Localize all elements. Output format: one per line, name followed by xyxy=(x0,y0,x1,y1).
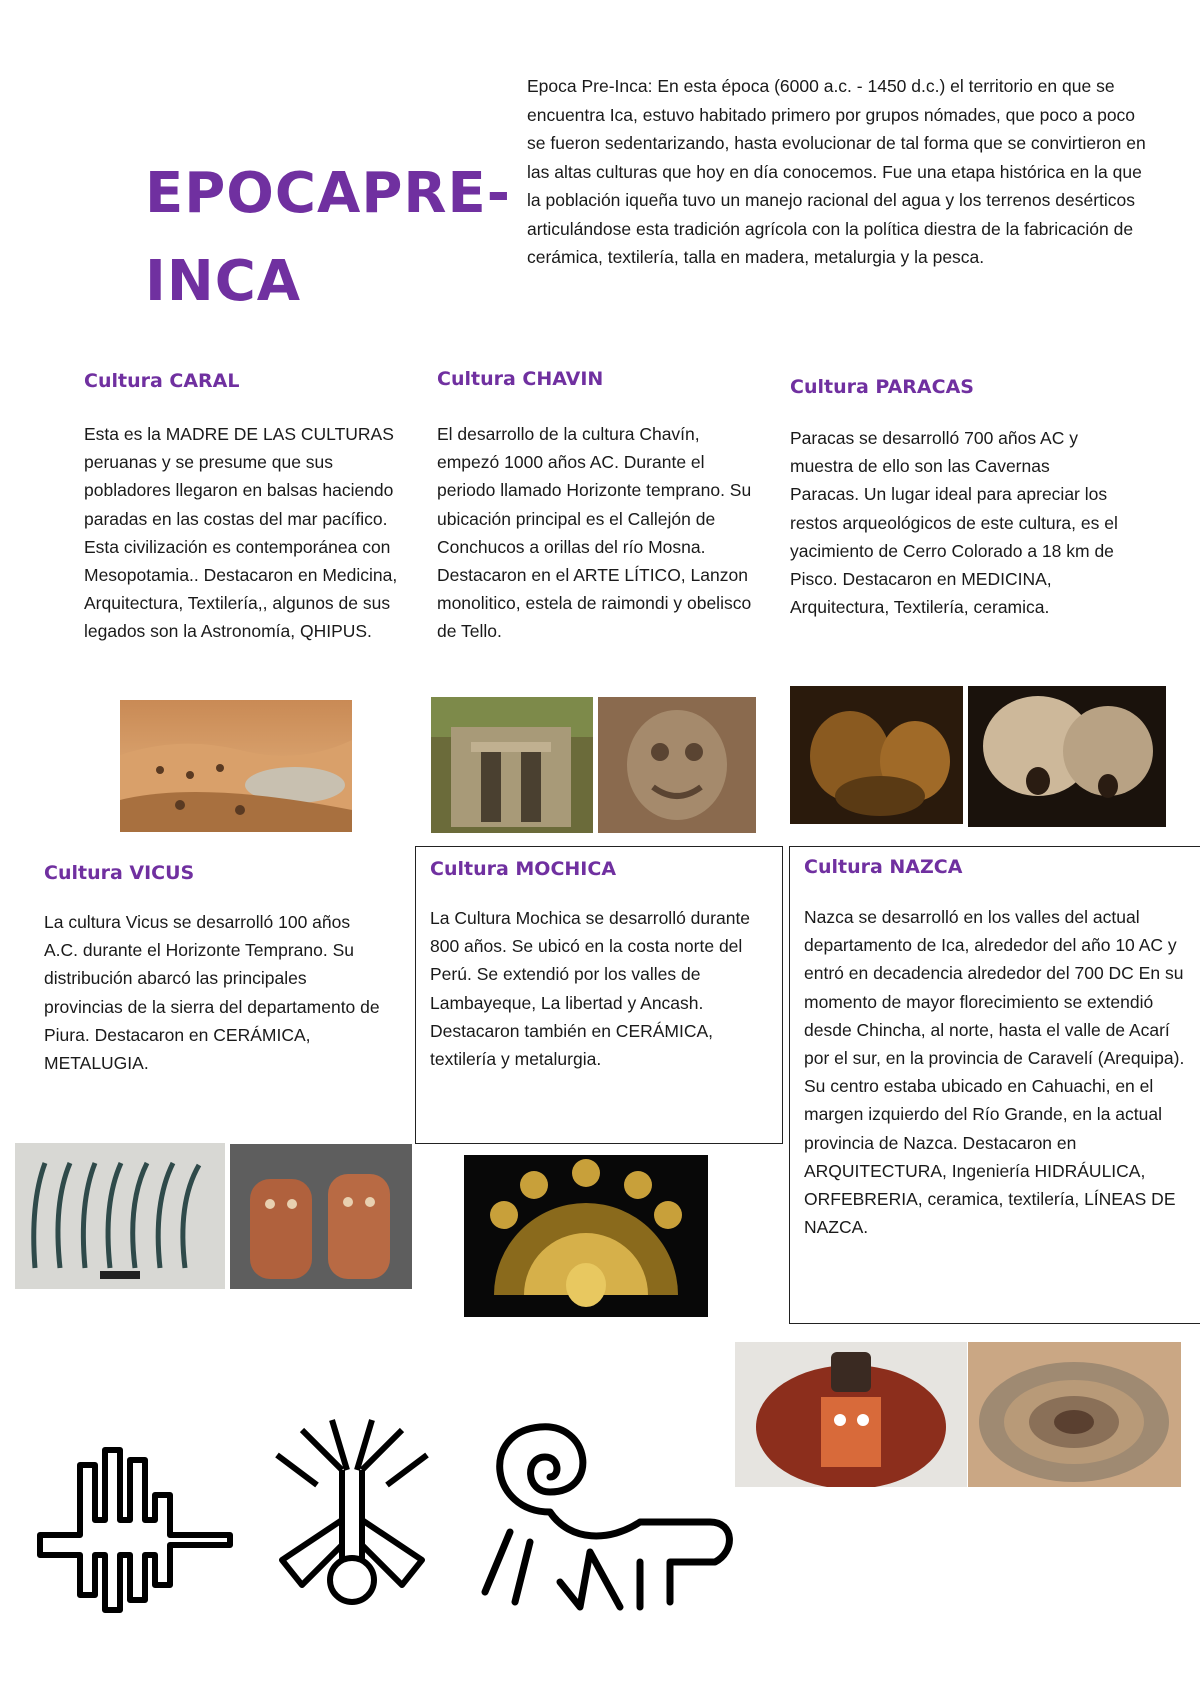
nazca-hand-figure xyxy=(30,1425,255,1620)
nazca-heading: Cultura NAZCA xyxy=(804,856,963,878)
nazca-monkey-figure xyxy=(470,1412,740,1622)
vicus-ceramics-photo xyxy=(230,1144,412,1289)
vicus-metal-photo xyxy=(15,1143,225,1289)
nazca-aqueduct-photo xyxy=(968,1342,1181,1487)
mochica-text: La Cultura Mochica se desarrolló durante 800 años. Se ubicó en la costa norte del Perú. Se extendió por los valles de Lambayeque, La libertad y Ancash. Destacaron también en CERÁMICA, textilería y metalurgia. xyxy=(430,908,751,1070)
mochica-heading: Cultura MOCHICA xyxy=(430,858,617,880)
nazca-text: Nazca se desarrolló en los valles del actual departamento de Ica, alrededor del año 10 AC y entró en decadencia alrededor del 700 DC En su momento de mayor florecimiento se extendió desde Chincha, al norte, hasta el valle de Acarí por el sur, en la provincia de Caravelí (Arequipa). Su centro estaba ubicado en Cahuachi, en el margen izquierdo del Río Grande, en la actual provincia de Nazca. Destacaron en ARQUITECTURA, Ingeniería HIDRÁULICA, ORFEBRERIA, ceramica, textilería, LÍNEAS DE NAZCA. xyxy=(804,907,1185,1238)
nazca-tree-figure xyxy=(262,1410,442,1620)
page-title: EPOCAPRE-INCA xyxy=(145,161,511,314)
chavin-text: El desarrollo de la cultura Chavín, empezó 1000 años AC. Durante el periodo llamado Horizonte temprano. Su ubicación principal es el Callejón de Conchucos a orillas del río Mosna. Destacaron en el ARTE LÍTICO, Lanzon monolitico, estela de raimondi y obelisco de Tello. xyxy=(437,424,752,642)
nazca-pottery-photo xyxy=(735,1342,967,1487)
mochica-headdress-photo xyxy=(464,1155,708,1317)
paracas-text: Paracas se desarrolló 700 años AC y muestra de ello son las Cavernas Paracas. Un lugar ideal para apreciar los restos arqueológicos de este cultura, es el yacimiento de Cerro Colorado a 18 km de Pisco. Destacaron en MEDICINA, Arquitectura, Textilería, ceramica. xyxy=(790,428,1118,618)
paracas-caves-photo xyxy=(790,686,963,824)
vicus-text: La cultura Vicus se desarrolló 100 años A.C. durante el Horizonte Temprano. Su distribución abarcó las principales provincias de la sierra del departamento de Piura. Destacaron en CERÁMICA, METALUGIA. xyxy=(44,912,380,1074)
intro-paragraph: Epoca Pre-Inca: En esta época (6000 a.c. - 1450 d.c.) el territorio en que se encuentra Ica, estuvo habitado primero por grupos nómades, que poco a poco se fueron sedentarizando, hasta evolucionar de tal forma que se convirtieron en las altas culturas que hoy en día conocemos. Fue una etapa histórica en la que la población iqueña tuvo un manejo racional del agua y los terrenos desérticos articulándose esta tradición agrícola con la política diestra de la fabricación de cerámica, textilería, talla en madera, metalurgia y la pesca. xyxy=(527,76,1146,267)
paracas-heading: Cultura PARACAS xyxy=(790,376,974,398)
paracas-skull-photo xyxy=(968,686,1166,827)
chavin-heading: Cultura CHAVIN xyxy=(437,368,604,390)
caral-heading: Cultura CARAL xyxy=(84,370,240,392)
chavin-temple-photo xyxy=(431,697,593,833)
vicus-heading: Cultura VICUS xyxy=(44,862,195,884)
chavin-head-photo xyxy=(598,697,756,833)
caral-photo xyxy=(120,700,352,832)
caral-text: Esta es la MADRE DE LAS CULTURAS peruanas y se presume que sus pobladores llegaron en balsas haciendo paradas en las costas del mar pacífico. Esta civilización es contemporánea con Mesopotamia.. Destacaron en Medicina, Arquitectura, Textilería,, algunos de sus legados son la Astronomía, QHIPUS. xyxy=(84,424,398,642)
